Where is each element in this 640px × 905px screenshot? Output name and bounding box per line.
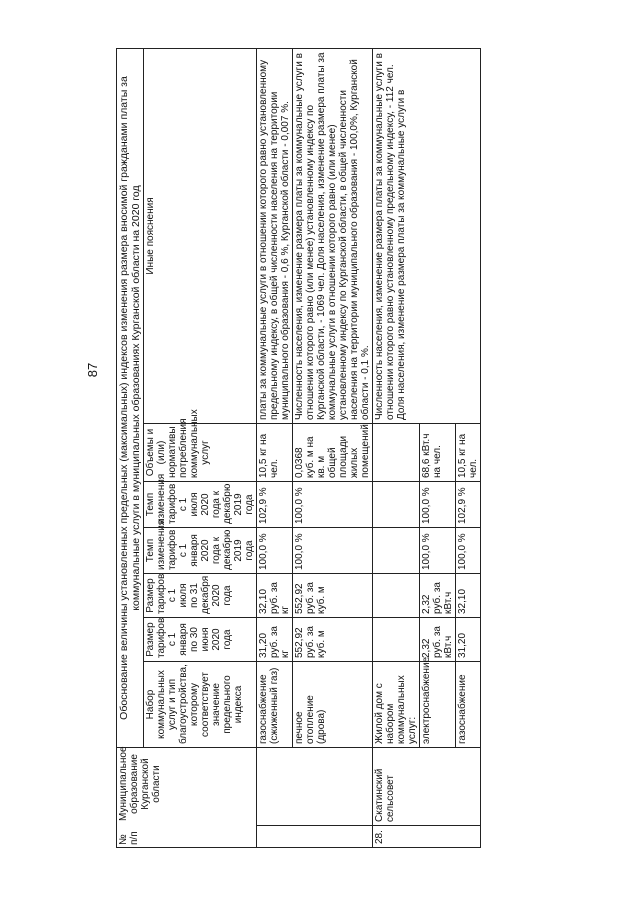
header-t1: Темп изменения тарифов с 1 января 2020 года к декабрю 2019 года (144, 528, 257, 574)
set-cell: печное отопление (дрова) (293, 662, 373, 748)
header-vol: Объемы и (или) нормативы потребления коммунальных услуг (144, 424, 257, 482)
r2-cell: 32,10 (456, 574, 481, 618)
table-row (293, 49, 373, 848)
num-cell-prev (257, 826, 373, 848)
vol-cell: 10,5 кг на чел. (456, 424, 481, 482)
header-blank-cell (117, 748, 257, 848)
t2-cell: 102,9 % (456, 482, 481, 528)
num-cell-28: 28. (373, 826, 481, 848)
t1-cell: 100,0 % (456, 528, 481, 574)
rotated-table-sheet (116, 48, 634, 848)
header-r1: Размер тарифов с 1 января по 30 июня 2020 года (144, 618, 257, 662)
t2-cell: 102,9 % (257, 482, 293, 528)
empty-cell (373, 424, 420, 482)
t1-cell: 100,0 % (293, 528, 373, 574)
set-cell: электроснабжение (420, 662, 456, 748)
empty-cell (373, 574, 420, 618)
empty-cell (373, 618, 420, 662)
header-note: Иные пояснения (144, 49, 257, 424)
r2-cell: 552,92 руб. за куб. м (293, 574, 373, 618)
r1-cell: 2,32 руб. за кВт.ч (420, 618, 456, 662)
header-num: № п/п (118, 831, 140, 845)
vol-cell: 10,5 кг на чел. (257, 424, 293, 482)
table-row (373, 49, 420, 848)
header-r2: Размер тарифов с 1 июля по 31 декабря 2020 года (144, 574, 257, 618)
header-set: Набор коммунальных услуг и тип благоустройства, которому соответствует значение предельного индекса (144, 662, 257, 748)
t2-cell: 100,0 % (293, 482, 373, 528)
r2-cell: 32,10 руб. за кг (257, 574, 293, 618)
header-mo: Муниципальное образование Курганской области (118, 746, 162, 821)
r2-cell: 2,32 руб. за кВт.ч (420, 574, 456, 618)
empty-cell (373, 528, 420, 574)
set-cell: газоснабжение (сжиженный газ) (257, 662, 293, 748)
t1-cell: 100,0 % (420, 528, 456, 574)
mo-cell-prev (257, 748, 373, 826)
r1-cell: 552,92 руб. за куб. м (293, 618, 373, 662)
tariff-index-table (116, 48, 481, 848)
note-cell: платы за коммунальные услуги в отношении которого равно установленному предельному индексу, в общей численности населения на территории муниципального образования - 0,6 %, Курганской области - 0,007 %. (257, 49, 293, 424)
table-row (257, 49, 293, 848)
t1-cell: 100,0 % (257, 528, 293, 574)
note-cell: Численность населения, изменение размера платы за коммунальные услуги в отношении которого равно (или менее) установленному индексу по Курганской области, - 1069 чел. Доля населения, изменение размера платы за коммунальные услуги в отношении которого равно (или менее) установленному индексу по Курганской области, в общей численности населения на территории муниципального образования - 100,0%, Курганской области - 0,1 %. (293, 49, 373, 424)
t2-cell: 100,0 % (420, 482, 456, 528)
empty-cell (373, 482, 420, 528)
mo-cell-28: Скатинский сельсовет (373, 748, 481, 826)
note-cell-28: Численность населения, изменение размера платы за коммунальные услуги в отношении которого равно установленному предельному индексу, - 112 чел. Доля населения, изменение размера платы за коммунальные услуги в (373, 49, 481, 424)
set-cell: газоснабжение (456, 662, 481, 748)
page-number: 87 (85, 362, 100, 378)
header-t2: Темп изменения тарифов с 1 июля 2020 года к декабрю 2019 года (144, 482, 257, 528)
r1-cell: 31,20 руб. за кг (257, 618, 293, 662)
set-group-cell: Жилой дом с набором коммунальных услуг: (373, 662, 420, 748)
vol-cell: 0,0368 куб. м на кв. м общей площади жилых помещений (293, 424, 373, 482)
table-title: Обоснование величины установленных предельных (максимальных) индексов изменения размера вносимой гражданами платы за коммунальные услуги в муниципальных образованиях Курганской области на 2020 год (117, 49, 144, 748)
r1-cell: 31,20 (456, 618, 481, 662)
vol-cell: 68,6 кВт.ч на чел. (420, 424, 456, 482)
